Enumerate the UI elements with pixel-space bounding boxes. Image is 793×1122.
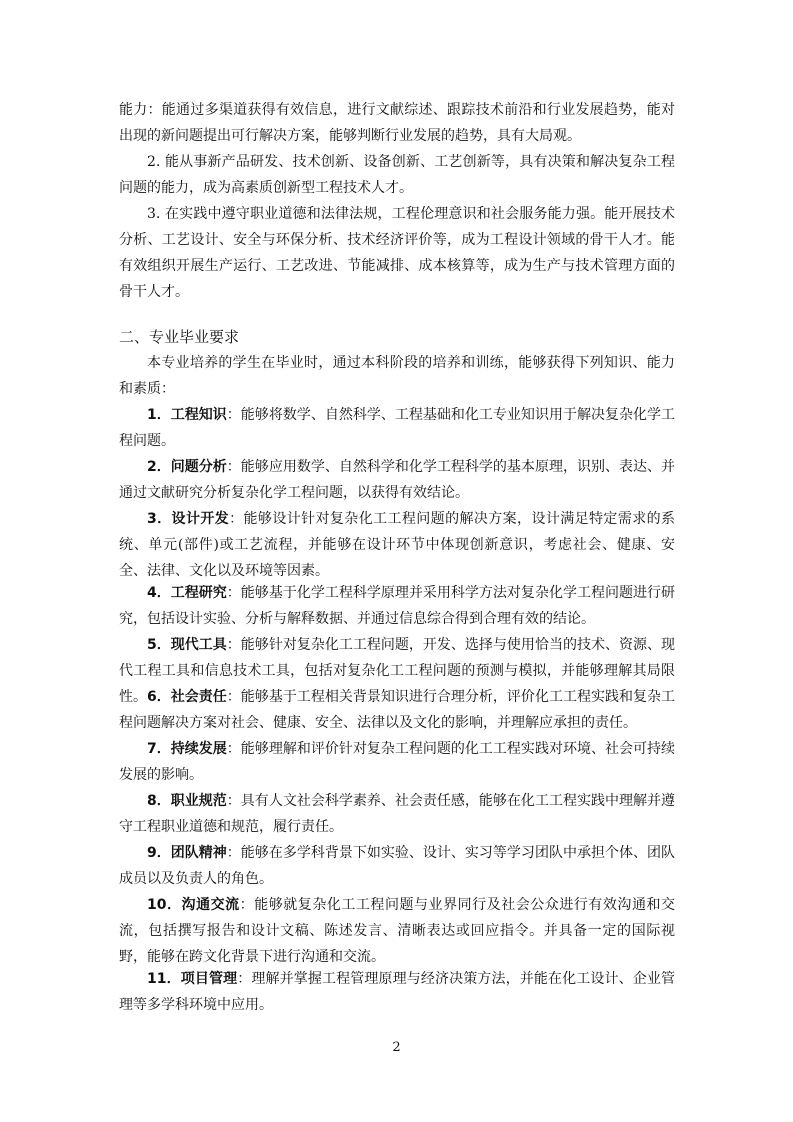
requirement-text: ：能够在多学科背景下如实验、设计、实习等学习团队中承担个体、团队成员以及负责人的角色。	[119, 845, 676, 887]
requirement-number: 10．	[147, 897, 182, 913]
requirement-item	[119, 454, 675, 506]
requirement-number: 5．	[147, 637, 171, 653]
requirement-text: ：能够将数学、自然科学、工程基础和化工专业知识用于解决复杂化学工程问题。	[119, 407, 676, 449]
requirement-text: ：能够应用数学、自然科学和化学工程科学的基本原理，识别、表达、并通过文献研究分析复杂化学工程问题，以获得有效结论。	[119, 459, 676, 501]
requirement-number: 11．	[147, 971, 181, 987]
requirement-name: 设计开发	[171, 511, 230, 527]
requirement-name: 职业规范	[170, 793, 227, 809]
requirement-text: ：能够针对复杂化工工程问题，开发、选择与使用恰当的技术、资源、现代工程工具和信息技术工具，包括对复杂化工工程问题的预测与模拟，并能够理解其局限性。	[119, 637, 676, 705]
requirement-name: 问题分析	[170, 459, 227, 475]
requirement-item	[119, 788, 675, 840]
intro-paragraph-1: 能力：能通过多渠道获得有效信息，进行文献综述、跟踪技术前沿和行业发展趋势，能对出现的新问题提出可行解决方案，能够判断行业发展的趋势，具有大局观。	[119, 102, 675, 144]
requirement-item	[119, 580, 675, 632]
requirement-text: ：理解并掌握工程管理原理与经济决策方法，并能在化工设计、企业管理等多学科环境中应用。	[119, 971, 676, 1013]
requirement-item	[119, 966, 675, 1018]
requirement-name: 团队精神	[170, 845, 227, 861]
requirement-item	[119, 840, 675, 892]
requirement-text: ：能够就复杂化工工程问题与业界同行及社会公众进行有效沟通和交流，包括撰写报告和设计文稿、陈述发言、清晰表达或回应指令。并具备一定的国际视野，能够在跨文化背景下进行沟通和交流。	[119, 897, 676, 965]
requirement-name: 项目管理	[180, 971, 238, 987]
requirement-name: 社会责任	[170, 689, 227, 705]
requirement-number: 8．	[147, 793, 171, 809]
requirement-text: ：能够理解和评价针对复杂工程问题的化工工程实践对环境、社会可持续发展的影响。	[119, 741, 676, 783]
requirement-item	[119, 402, 675, 454]
requirement-text: ：能够基于化学工程科学原理并采用科学方法对复杂化学工程问题进行研究，包括设计实验、分析与解释数据、并通过信息综合得到合理有效的结论。	[119, 585, 676, 627]
section-lead: 本专业培养的学生在毕业时，通过本科阶段的培养和训练，能够获得下列知识、能力和素质：	[119, 355, 675, 397]
intro-paragraph-3: 3. 在实践中遵守职业道德和法律法规，工程伦理意识和社会服务能力强。能开展技术分析、工艺设计、安全与环保分析、技术经济评价等，成为工程设计领域的骨干人才。能有效组织开展生产运行、工艺改进、节能减排、成本核算等，成为生产与技术管理方面的骨干人才。	[119, 206, 675, 300]
requirement-number: 2．	[147, 459, 171, 475]
requirement-text: ：能够设计针对复杂化工工程问题的解决方案，设计满足特定需求的系统、单元(部件)或工艺流程，并能够在设计环节中体现创新意识，考虑社会、健康、安全、法律、文化以及环境等因素。	[119, 511, 676, 579]
section-heading: 二、专业毕业要求	[119, 328, 240, 346]
intro-paragraph-2: 2. 能从事新产品研发、技术创新、设备创新、工艺创新等，具有决策和解决复杂工程问题的能力，成为高素质创新型工程技术人才。	[119, 154, 675, 196]
requirement-number: 6．	[147, 689, 171, 705]
requirement-item	[119, 736, 675, 788]
page-number: 2	[392, 1040, 401, 1055]
requirement-text: ：具有人文社会科学素养、社会责任感，能够在化工工程实践中理解并遵守工程职业道德和规范，履行责任。	[119, 793, 676, 835]
requirement-number: 1．	[147, 407, 171, 423]
requirement-item	[119, 506, 675, 584]
requirement-number: 4．	[147, 585, 171, 601]
requirement-number: 7．	[147, 741, 171, 757]
requirement-number: 9．	[147, 845, 171, 861]
requirement-item	[119, 684, 675, 736]
requirement-name: 工程知识	[170, 407, 227, 423]
requirement-item	[119, 892, 675, 970]
requirement-name: 现代工具	[170, 637, 227, 653]
requirement-name: 工程研究	[170, 585, 227, 601]
requirement-name: 沟通交流	[181, 897, 240, 913]
requirement-number: 3．	[147, 511, 172, 527]
requirement-text: ：能够基于工程相关背景知识进行合理分析，评价化工工程实践和复杂工程问题解决方案对社会、健康、安全、法律以及文化的影响，并理解应承担的责任。	[119, 689, 676, 731]
requirement-name: 持续发展	[170, 741, 227, 757]
